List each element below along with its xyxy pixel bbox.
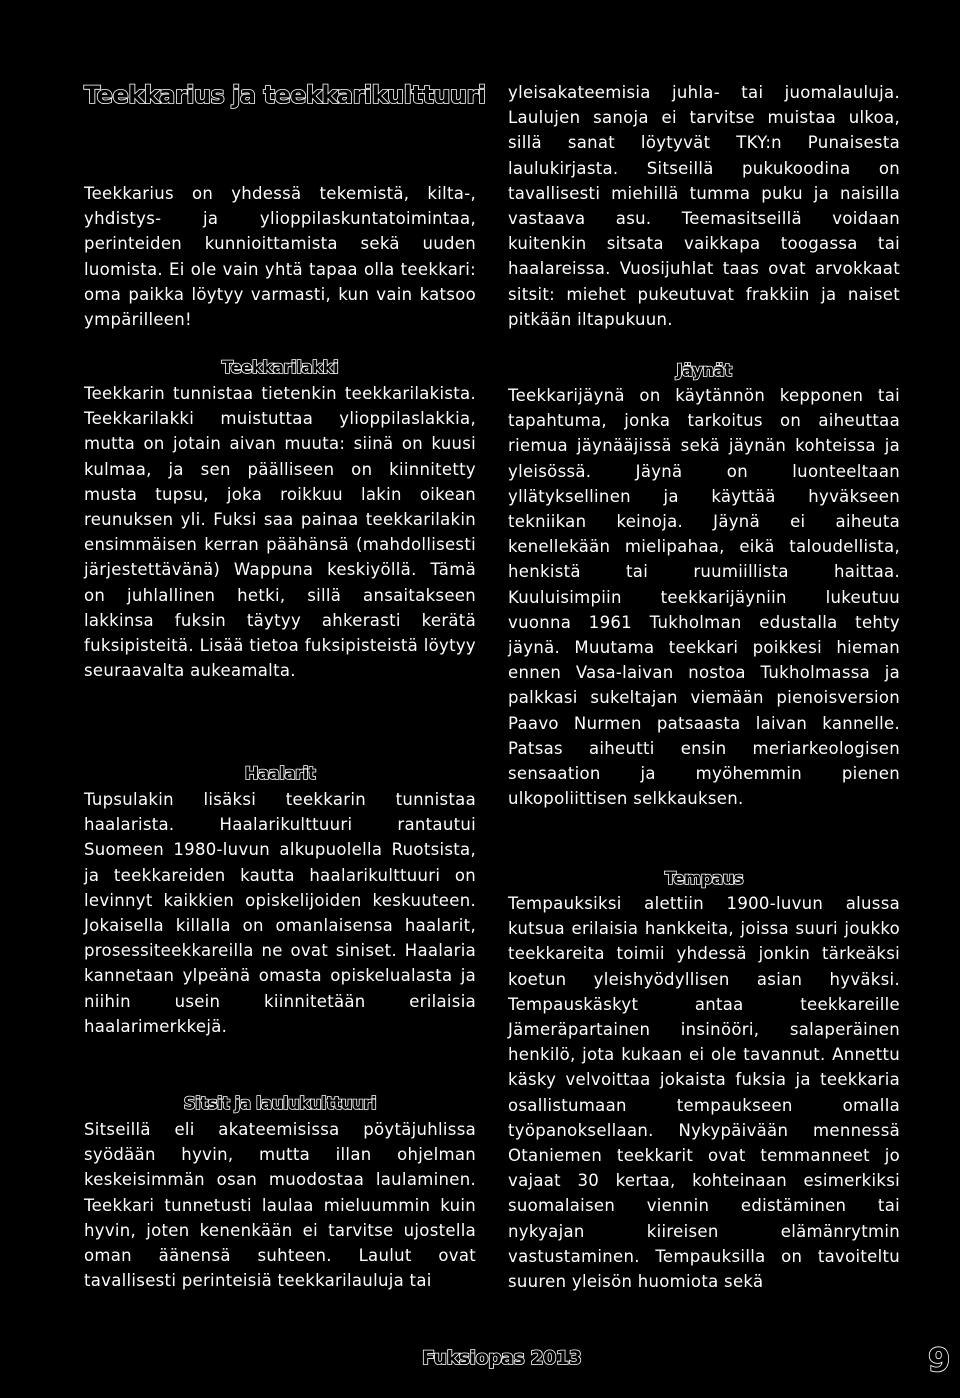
page-number: 9 [928,1341,950,1379]
publication-footer: Fuksiopas 2013 [422,1347,582,1369]
intro-paragraph: Teekkarius on yhdessä tekemistä, kilta-, yhdistys- ja ylioppilaskuntatoimintaa, perinteiden kunnioittamista sekä uuden luomista. Ei ole vain yhtä tapaa olla teekkari: oma paikka löytyy varmasti, kun vain katsoo ympärilleen! [84,184,476,330]
teekkarilakki-paragraph: Teekkarin tunnistaa tietenkin teekkarilakista. Teekkarilakki muistuttaa ylioppilaslakkia, mutta on jotain aivan muuta: siinä on kuusi kulmaa, ja sen päälliseen on kiinnitetty musta tupsu, joka roikkuu lakin oikean reunuksen yli. Fuksi saa painaa teekkarilakin ensimmäisen kerran päähänsä (mahdollisesti järjestettävänä) Wappuna keskiyöllä. Tämä on juhlallinen hetki, sillä ansaitakseen lakkinsa fuksin täytyy ahkerasti kerätä fuksipisteitä. Lisää tietoa fuksipisteistä löytyy seuraavalta aukeamalta. [84,384,476,681]
heading-sitsit: Sitsit ja laulukulttuuri [183,1094,377,1113]
article-title: Teekkarius ja teekkarikulttuuri [84,81,486,109]
sitsit-continued-paragraph: yleisakateemisia juhla- tai juomalauluja. Laulujen sanoja ei tarvitse muistaa ulkoa, sillä sanat löytyvät TKY:n Punaisesta laulukirjasta. Sitseillä pukukoodina on tavallisesti miehillä tumma puku ja naisilla vastaava asu. Teemasitseillä voidaan kuitenkin sitsata vaikkapa toogassa tai haalareissa. Vuosijuhlat taas ovat arvokkaat sitsit: miehet pukeutuvat frakkiin ja naiset pitkään iltapukuun. [508,83,900,329]
sitsit-paragraph: Sitseillä eli akateemisissa pöytäjuhlissa syödään hyvin, mutta illan ohjelman keskeisimmän osan muodostaa laulaminen. Teekkari tunnetusti laulaa mieluummin kuin hyvin, joten kenenkään ei tarvitse ujostella oman äänensä suhteen. Laulut ovat tavallisesti perinteisiä teekkarilauluja tai [84,1120,476,1291]
heading-jaynat: Jäynät [676,361,732,380]
jaynat-paragraph: Teekkarijäynä on käytännön kepponen tai tapahtuma, jonka tarkoitus on aiheuttaa riemua jäynääjissä sekä jäynän kohteissa ja yleisössä. Jäynä on luonteeltaan yllätyksellinen ja käyttää hyväkseen tekniikan keinoja. Jäynä ei aiheuta kenellekään mielipahaa, eikä taloudellista, henkistä tai ruumiillista haittaa. Kuuluisimpiin teekkarijäyniin lukeutuu vuonna 1961 Tukholman edustalla tehty jäynä. Muutama teekkari poikkesi hieman ennen Vasa-laivan nostoa Tukholmassa ja palkkasi sukeltajan viemään pienoisversion Paavo Nurmen patsaasta laivan kannelle. Patsas aiheutti ensin meriarkeologisen sensaation ja myöhemmin pienen ulkopoliittisen selkkauksen. [508,386,900,809]
tempaus-paragraph: Tempauksiksi alettiin 1900-luvun alussa kutsua erilaisia hankkeita, joissa suuri joukko teekkareita toimii yhdessä jonkin tärkeäksi koetun yleishyödyllisen asian hyväksi. Tempauskäskyt antaa teekkareille Jämeräpartainen insinööri, salaperäinen henkilö, jota kukaan ei ole tavannut. Annettu käsky velvoittaa jokaista fuksia ja teekkaria osallistumaan tempaukseen omalla työpanoksellaan. Nykypäivään mennessä Otaniemen teekkarit ovat temmanneet jo vajaat 30 kertaa, kohteinaan esimerkiksi suomalaisen viennin edistäminen tai nykyajan kiireisen elämänrytmin vastustaminen. Tempauksilla on tavoiteltu suuren yleisön huomiota sekä [508,894,900,1292]
heading-teekkarilakki: Teekkarilakki [221,358,339,377]
heading-tempaus: Tempaus [664,869,744,888]
heading-haalarit: Haalarit [244,764,316,783]
haalarit-paragraph: Tupsulakin lisäksi teekkarin tunnistaa haalarista. Haalarikulttuuri rantautui Suomeen 1980-luvun alkupuolella Ruotsista, ja teekkareiden kautta haalarikulttuuri on levinnyt kaikkien opiskelijoiden keskuuteen. Jokaisella killalla on omanlaisensa haalarit, prosessiteekkareilla ne ovat siniset. Haalaria kannetaan ylpeänä omasta opiskelualasta ja niihin usein kiinnitetään erilaisia haalarimerkkejä. [84,790,476,1036]
